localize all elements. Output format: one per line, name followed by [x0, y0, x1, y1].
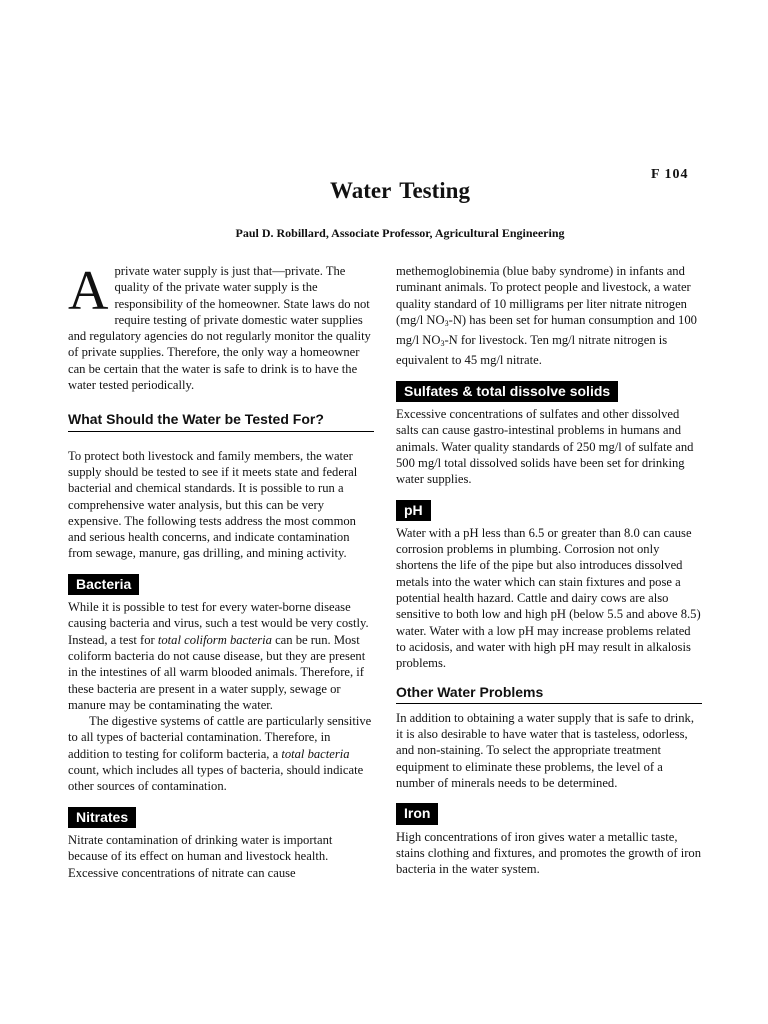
drop-cap: A	[68, 260, 109, 322]
tested-for-paragraph: To protect both livestock and family members, the water supply should be tested to see if it meets state and federal bacterial and chemical standards. It is possible to run a comprehensive water analysis, but this can be very expensive. The following tests address the most common and serious health concerns, and indicate contamination from sewage, manure, gas drilling, and mining activity.	[68, 448, 358, 561]
right-column	[396, 263, 702, 878]
subscript-3: 3	[440, 339, 445, 349]
bacteria-text-1a: While it is possible to test for every water-borne disease causing bacteria and virus, such a test would be very costly. Instead, a test for	[68, 600, 369, 647]
nitrates-paragraph-2	[396, 263, 702, 369]
sulfates-paragraph: Excessive concentrations of sulfates and other dissolved salts can cause gastro-intestinal problems in humans and animals. Water quality standards of 250 mg/l of sulfate and 500 mg/l total dissolved solids have been set for drinking water supplies.	[396, 407, 694, 487]
other-problems-paragraph: In addition to obtaining a water supply that is safe to drink, it is also desirable to have water that is tasteless, odorless, and non-staining. To select the appropriate treatment equipment to eliminate these problems, the level of a number of minerals needs to be determined.	[396, 710, 694, 791]
section-heading-tested-for: What Should the Water be Tested For?	[68, 411, 374, 431]
subscript-3: 3	[444, 318, 449, 328]
section-heading-ph: pH	[396, 500, 431, 521]
bacteria-emphasis-1: total coliform bacteria	[157, 632, 272, 647]
nitrates-text-2b: -N) has been set for human consumption and 100 mg/l NO	[396, 312, 697, 348]
author-line: Paul D. Robillard, Associate Professor, Agricultural Engineering	[235, 226, 565, 240]
nitrates-text-2c: -N for livestock. Ten mg/l nitrate nitrogen is equivalent to 45 mg/l nitrate.	[396, 333, 668, 368]
nitrates-paragraph-1: Nitrate contamination of drinking water is important because of its effect on human and livestock health. Excessive concentrations of nitrate can cause	[68, 832, 333, 880]
intro-paragraph	[68, 260, 374, 393]
section-heading-other-problems: Other Water Problems	[396, 684, 702, 704]
iron-paragraph: High concentrations of iron gives water a metallic taste, stains clothing and fixtures, and promotes the growth of iron bacteria in the water system.	[396, 829, 701, 877]
intro-text: private water supply is just that—private. The quality of the private water supply is the responsibility of the homeowner. State laws do not require testing of private domestic water supplies and regulatory agencies do not regularly monitor the quality of private supplies. Therefore, the only way a homeowner can be certain that the water is safe to drink is to have the water tested periodically.	[68, 264, 371, 393]
bacteria-paragraph-1	[68, 599, 374, 713]
bacteria-paragraph-2	[68, 713, 374, 794]
section-heading-bacteria: Bacteria	[68, 574, 139, 595]
section-heading-iron: Iron	[396, 803, 438, 824]
section-heading-sulfates: Sulfates & total dissolve solids	[396, 381, 618, 402]
nitrates-text-2a: methemoglobinemia (blue baby syndrome) in infants and ruminant animals. To protect people and livestock, a water quality standard of 10 milligrams per liter nitrate nitrogen (mg/l NO	[396, 264, 691, 327]
bacteria-text-1b: can be run. Most coliform bacteria do not cause disease, but they are present in the intestines of all warm blooded animals. Therefore, if these bacteria are present in a water supply, sewage or manure may be contaminating the water.	[68, 632, 366, 712]
ph-paragraph: Water with a pH less than 6.5 or greater than 8.0 can cause corrosion problems in plumbing. Corrosion not only shortens the life of the pipe but also introduces dissolved metals into the water which can stain fixtures and pose a potential health hazard. Cattle and dairy cows are also sensitive to both low and high pH (below 5.5 and above 8.5) water. Water with a low pH may increase problems related to acidosis, and water with high pH may result in alkalosis problems.	[396, 525, 701, 671]
left-column	[68, 260, 374, 881]
bacteria-text-2a: The digestive systems of cattle are particularly sensitive to all types of bacterial contamination. Therefore, in addition to testing for coliform bacteria, a	[68, 714, 372, 761]
bacteria-text-2b: count, which includes all types of bacteria, should indicate other sources of contamination.	[68, 763, 364, 794]
page-title: Water Testing	[330, 178, 470, 203]
document-number: F 104	[651, 167, 689, 182]
bacteria-emphasis-2: total bacteria	[281, 746, 350, 761]
section-heading-nitrates: Nitrates	[68, 807, 136, 828]
